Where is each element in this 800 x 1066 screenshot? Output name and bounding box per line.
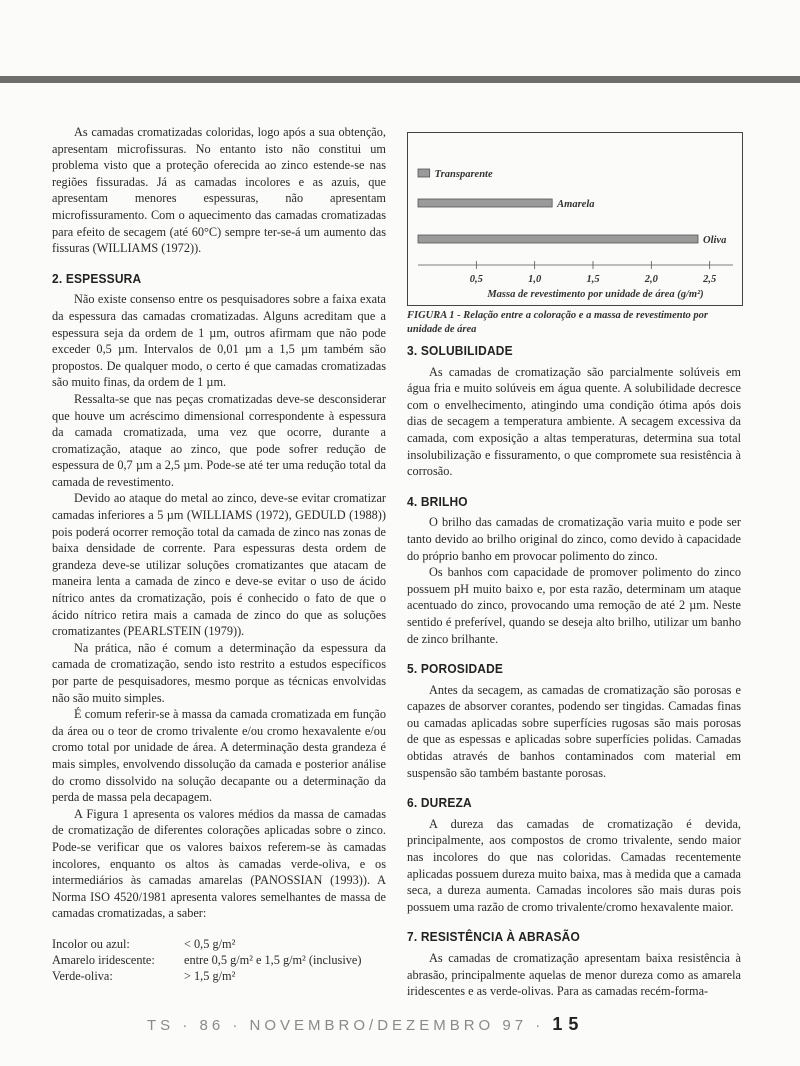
bar-chart-svg xyxy=(408,133,742,305)
paragraph: As camadas de cromatização são parcialmente solúveis em água fria e muito solúveis em água quente. A solubilidade decresce com o envelhecimento, atingindo uma condição ótima após dois dias de secagem a temperatura ambiente. A secagem excessiva da camada, com exposição a altas temperaturas, determina sua total insolubilização e fissuramento, o que compromete sua resistência à corrosão. xyxy=(407,364,741,479)
bar-label-transparente: Transparente xyxy=(434,169,493,180)
x-tick-label: 0,5 xyxy=(469,274,483,285)
section-4-heading: 4. BRILHO xyxy=(407,493,468,509)
paragraph: É comum referir-se à massa da camada cromatizada em função da área ou o teor de cromo trivalente e/ou cromo hexavalente e/ou cromo total por unidade de área. A determinação desta grandeza é mais simples, envolvendo dissolução da camada e posterior análise do cromo dissolvido na solução decapante ou a determinação da perda de massa pela decapagem. xyxy=(52,707,386,805)
x-tick-label: 2,5 xyxy=(703,274,717,285)
figure-caption: FIGURA 1 - Relação entre a coloração e a massa de revestimento por unidade de área xyxy=(407,310,708,335)
x-tick-label: 2,0 xyxy=(644,274,658,285)
paragraph: O brilho das camadas de cromatização varia muito e pode ser tanto devido ao brilho original do zinco, como devido à capacidade do próprio banho em provocar polimento do zinco. xyxy=(407,515,741,563)
x-tick-label: 1,0 xyxy=(528,274,542,285)
table-cell-value: entre 0,5 g/m² e 1,5 g/m² (inclusive) xyxy=(184,952,362,967)
table-cell-value: > 1,5 g/m² xyxy=(184,968,236,983)
table-cell-label: Verde-oliva: xyxy=(52,968,113,983)
paragraph: Os banhos com capacidade de promover polimento do zinco possuem pH muito baixo e, por esta razão, determinam um ataque acentuado do zinco, provocando uma remoção de até 2 µm. Neste sentido é preferível, quando se deseja alto brilho, utilizar um banho de zinco brilhante. xyxy=(407,565,741,646)
top-rule xyxy=(0,76,800,83)
section-2-heading: 2. ESPESSURA xyxy=(52,270,142,286)
mass-table xyxy=(52,936,361,984)
section-3-heading: 3. SOLUBILIDADE xyxy=(407,343,513,358)
x-tick-label: 1,5 xyxy=(586,274,600,285)
right-column xyxy=(407,343,741,1000)
paragraph: Ressalta-se que nas peças cromatizadas deve-se desconsiderar que houve um acréscimo dimensional correspondente à espessura da camada cromatizada, uma vez que ocorre, durante a cromatização, ataque ao zinco, que pode sofrer redução de espessura de 0,7 µm a 2,5 µm. Pode-se até ter uma redução total da camada de revestimento. xyxy=(52,391,386,489)
paragraph: Na prática, não é comum a determinação da espessura da camada de cromatização, sendo isto restrito a estudos específicos por parte de pesquisadores, mesmo porque as técnicas envolvidas não são muito simples. xyxy=(52,640,386,705)
table-cell-label: Amarelo iridescente: xyxy=(52,952,155,967)
section-7-heading: 7. RESISTÊNCIA À ABRASÃO xyxy=(407,929,580,945)
table-row xyxy=(52,952,361,968)
section-6-heading: 6. DUREZA xyxy=(407,795,472,811)
paragraph: Devido ao ataque do metal ao zinco, deve-se evitar cromatizar camadas inferiores a 5 µm (WILLIAMS (1972), GEDULD (1988)) pois poderá ocorrer remoção total da camada de zinco nas zonas de baixa densidade de corrente. Para espessuras desta ordem de grandeza deve-se utilizar soluções cromatizantes que atacam de maneira lenta a camada de zinco e deve-se evitar o uso de ácido nítrico antes da cromatização, pois é conhecido o fato de que o ácido nítrico retira mais a camada de zinco do que as soluções cromatizantes (PEARLSTEIN (1979)). xyxy=(52,491,386,639)
page-footer xyxy=(147,1014,584,1035)
x-axis-label: Massa de revestimento por unidade de área (g/m²) xyxy=(487,289,704,300)
table-row xyxy=(52,936,361,952)
bar-label-oliva: Oliva xyxy=(703,235,727,246)
section-5-heading: 5. POROSIDADE xyxy=(407,661,504,677)
bar-transparente xyxy=(418,169,430,177)
bar-oliva xyxy=(418,235,698,243)
footer-issue-text: TS · 86 · NOVEMBRO/DEZEMBRO 97 · xyxy=(147,1017,553,1034)
bar-label-amarela: Amarela xyxy=(557,199,595,210)
paragraph: As camadas de cromatização apresentam baixa resistência à abrasão, principalmente aquelas de menor dureza como as amarela iridescentes e as verde-olivas. Para as camadas recém-forma- xyxy=(407,951,741,999)
paragraph: Antes da secagem, as camadas de cromatização são porosas e capazes de absorver corantes, podendo ser tingidas. Camadas finas ou camadas aplicadas sobre superfícies rugosas são mais porosas de que as espessas e aplicadas sobre superfícies polidas. Camadas obtidas através de banhos contaminados com material em suspensão são também bastante porosas. xyxy=(407,682,741,780)
table-cell-label: Incolor ou azul: xyxy=(52,936,130,951)
figure-1-chart xyxy=(407,132,743,306)
bar-amarela xyxy=(418,199,552,207)
paragraph: A Figura 1 apresenta os valores médios da massa de camadas de cromatização de diferentes colorações aplicadas sobre o zinco. Pode-se verificar que os valores baixos referem-se às camadas incolores, enquanto os altos às camadas verde-oliva, e os intermediários às camadas amarelas (PANOSSIAN (1993)). A Norma ISO 4520/1981 apresenta valores semelhantes de massa de camadas cromatizadas, a saber: xyxy=(52,806,386,921)
left-column xyxy=(52,124,386,984)
table-row xyxy=(52,968,361,984)
paragraph: Não existe consenso entre os pesquisadores sobre a faixa exata da espessura das camadas cromatizadas. Alguns acreditam que a espessura seja da ordem de 1 µm, outros afirmam que não pode exceder 0,5 µm. Intervalos de 0,01 µm a 1,5 µm também são propostos. De qualquer modo, o certo é que camadas cromatizadas são muito finas, da ordem de 1 µm. xyxy=(52,292,386,390)
intro-paragraph: As camadas cromatizadas coloridas, logo após a sua obtenção, apresentam microfissuras. No entanto isto não constitui um problema visto que a proteção oferecida ao zinco estende-se nas regiões fissuradas. Já as camadas incolores e as azuis, que apresentam menores espessuras, não apresentam microfissuramento. Com o aquecimento das camadas cromatizadas para efeito de secagem (até 60°C) sempre ter-se-á um aumento das fissuras (WILLIAMS (1972)). xyxy=(52,125,386,256)
page-number: 15 xyxy=(552,1014,585,1034)
paragraph: A dureza das camadas de cromatização é devida, principalmente, aos compostos de cromo trivalente, sendo maior nas incolores do que nas coloridas. Camadas recentemente aplicadas possuem dureza muito baixa, mas à medida que a camada seca, a dureza aumenta. Camadas incolores são mais duras pois possuem uma razão de cromo trivalente/cromo hexavalente maior. xyxy=(407,816,741,914)
table-cell-value: < 0,5 g/m² xyxy=(184,936,236,951)
